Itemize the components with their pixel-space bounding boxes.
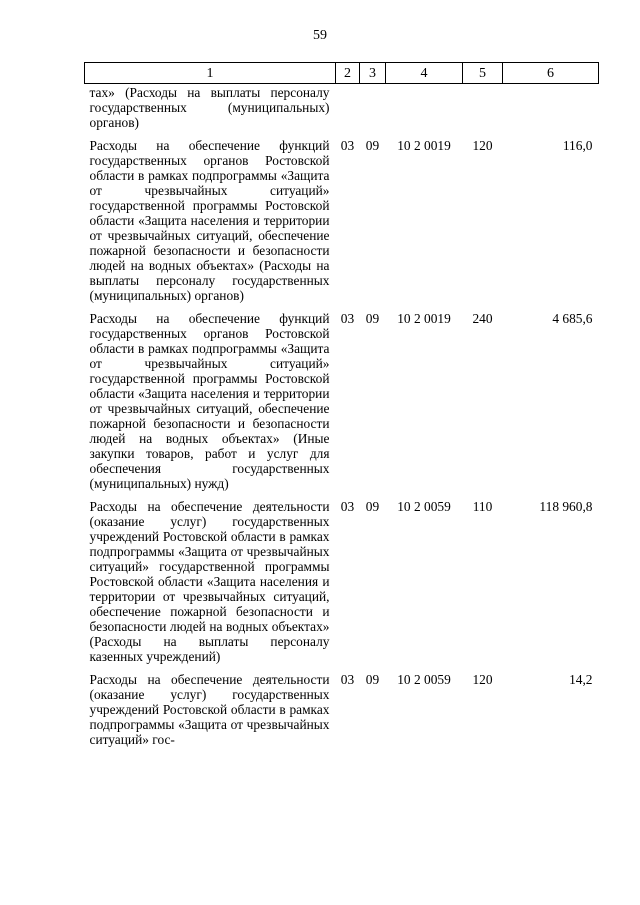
row-subsection-code: 09: [365, 672, 380, 687]
row-section-code: 03: [340, 138, 355, 153]
table-row: [85, 499, 599, 672]
column-header-2: 2: [336, 63, 360, 84]
row-amount: 14,2: [569, 672, 593, 687]
row-amount: 118 960,8: [539, 499, 593, 514]
table-row: [85, 672, 599, 755]
column-header-6: 6: [503, 63, 599, 84]
row-target-article: 10 2 0059: [397, 499, 451, 514]
row-amount: 4 685,6: [552, 311, 593, 326]
budget-table: [84, 62, 599, 755]
row-subsection-code: 09: [365, 311, 380, 326]
row-expense-type: 110: [472, 499, 493, 514]
column-header-3: 3: [360, 63, 386, 84]
row-description: Расходы на обеспечение деятельности (оказание услуг) государственных учреждений Ростовской области в рамках подпрограммы «Защита от чрезвычайных ситуаций» государственной программы Ростовской области «Защита населения и территории от чрезвычайных ситуаций, обеспечение пожарной безопасности и безопасности людей на водных объектах» (Расходы на выплаты персоналу казенных учреждений): [89, 499, 330, 664]
table-row: [85, 311, 599, 499]
page-number: 59: [313, 28, 327, 43]
table-header-row: [85, 63, 599, 84]
row-target-article: 10 2 0059: [397, 672, 451, 687]
column-header-5: 5: [463, 63, 503, 84]
continuation-text: тах» (Расходы на выплаты персоналу государственных (муниципальных) органов): [89, 85, 330, 130]
row-description: Расходы на обеспечение деятельности (оказание услуг) государственных учреждений Ростовской области в рамках подпрограммы «Защита от чрезвычайных ситуаций» гос-: [89, 672, 330, 747]
row-amount: 116,0: [562, 138, 593, 153]
row-section-code: 03: [340, 499, 355, 514]
table-row: [85, 138, 599, 311]
table-row-continuation: [85, 84, 599, 139]
column-header-1: 1: [85, 63, 336, 84]
row-section-code: 03: [340, 311, 355, 326]
row-expense-type: 240: [472, 311, 493, 326]
row-expense-type: 120: [472, 672, 493, 687]
row-subsection-code: 09: [365, 138, 380, 153]
row-target-article: 10 2 0019: [397, 138, 451, 153]
row-expense-type: 120: [472, 138, 493, 153]
row-description: Расходы на обеспечение функций государственных органов Ростовской области в рамках подпрограммы «Защита от чрезвычайных ситуаций» государственной программы Ростовской области «Защита населения и территории от чрезвычайных ситуаций, обеспечение пожарной безопасности и безопасности людей на водных объектах» (Расходы на выплаты персоналу государственных (муниципальных) органов): [89, 138, 330, 303]
column-header-4: 4: [386, 63, 463, 84]
row-subsection-code: 09: [365, 499, 380, 514]
row-target-article: 10 2 0019: [397, 311, 451, 326]
row-section-code: 03: [340, 672, 355, 687]
row-description: Расходы на обеспечение функций государственных органов Ростовской области в рамках подпрограммы «Защита от чрезвычайных ситуаций» государственной программы Ростовской области «Защита населения и территории от чрезвычайных ситуаций, обеспечение пожарной безопасности и безопасности людей на водных объектах» (Иные закупки товаров, работ и услуг для обеспечения государственных (муниципальных) нужд): [89, 311, 330, 491]
